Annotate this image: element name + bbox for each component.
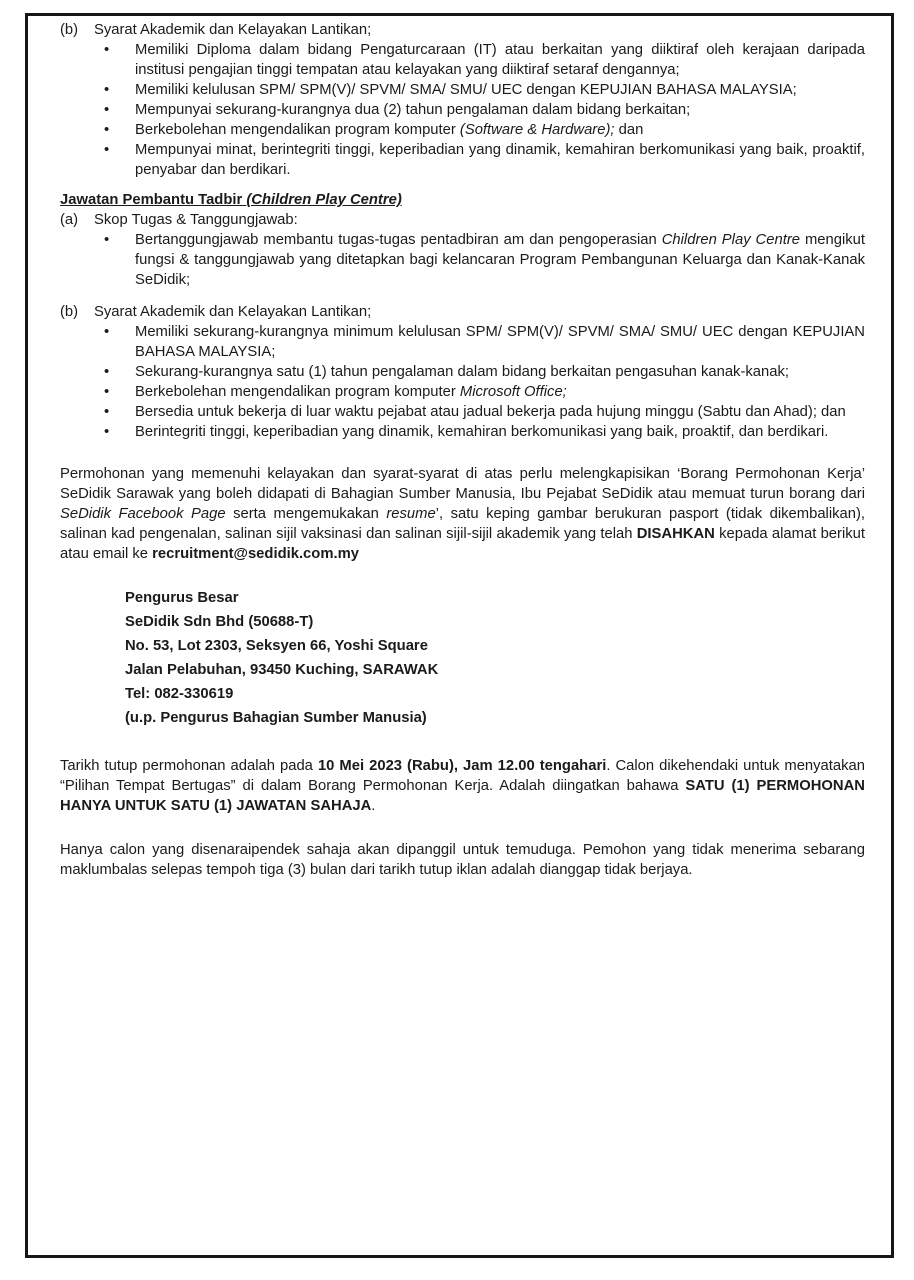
text-run: . <box>371 798 376 814</box>
scope-list <box>60 230 865 290</box>
text-run: SeDidik Facebook Page <box>60 506 226 522</box>
text-run: Memiliki sekurang-kurangnya minimum kelulusan SPM/ SPM(V)/ SPVM/ SMA/ SMU/ UEC dengan KEPUJIAN BAHASA MALAYSIA; <box>135 324 865 360</box>
bullet-icon: • <box>104 102 110 118</box>
text-run: resume <box>386 506 436 522</box>
text-run: (Children Play Centre) <box>246 192 402 208</box>
text-run: Memiliki Diploma dalam bidang Pengaturcaraan (IT) atau berkaitan yang diiktiraf oleh kerajaan daripada institusi pengajian tinggi tempatan atau kelayakan yang diiktiraf setaraf dengannya; <box>135 42 865 78</box>
list-item-text <box>135 140 865 180</box>
list-item <box>102 40 865 80</box>
section-heading: Syarat Akademik dan Kelayakan Lantikan; <box>94 22 372 38</box>
text-run: Berkebolehan mengendalikan program komputer <box>135 384 460 400</box>
text-run: Memiliki kelulusan SPM/ SPM(V)/ SPVM/ SMA/ SMU/ UEC dengan KEPUJIAN BAHASA MALAYSIA; <box>135 82 797 98</box>
list-item <box>102 362 865 382</box>
prev-requirements-heading-row <box>60 20 865 40</box>
bullet-icon: • <box>104 384 110 400</box>
address-line: Jalan Pelabuhan, 93450 Kuching, SARAWAK <box>125 662 439 678</box>
text-run: Hanya calon yang disenaraipendek sahaja akan dipanggil untuk temuduga. Pemohon yang tidak menerima sebarang maklumbalas selepas tempoh tiga (3) bulan dari tarikh tutup iklan adalah dianggap tidak berjaya. <box>60 842 865 878</box>
list-item-text <box>135 362 865 382</box>
text-run: Bersedia untuk bekerja di luar waktu pejabat atau jadual bekerja pada hujung minggu (Sabtu dan Ahad); dan <box>135 404 846 420</box>
bullet-icon: • <box>104 82 110 98</box>
text-run: Berkebolehan mengendalikan program komputer <box>135 122 460 138</box>
text-run: Microsoft Office; <box>459 384 567 400</box>
text-run: recruitment@sedidik.com.my <box>152 546 359 562</box>
text-run: ’, satu keping gambar berukuran pasport (tidak dikembalikan), salinan kad pengenalan, salinan sijil vaksinasi dan salinan sijil-sijil akademik yang telah <box>60 506 866 542</box>
list-item <box>102 382 865 402</box>
list-item-text <box>135 402 865 422</box>
text-run: Children Play Centre <box>661 232 800 248</box>
text-run: . Calon dikehendaki untuk menyatakan “Pilihan Tempat Bertugas” di dalam Borang Permohonan Kerja. Adalah diingatkan bahawa <box>60 758 865 794</box>
bullet-icon: • <box>104 424 110 440</box>
list-item <box>102 140 865 180</box>
page-border <box>25 13 894 1258</box>
requirements-list <box>60 322 865 442</box>
requirements-heading-row <box>60 302 865 322</box>
list-item-text <box>135 80 865 100</box>
list-item-text <box>135 120 865 140</box>
address-line: (u.p. Pengurus Bahagian Sumber Manusia) <box>125 710 427 726</box>
text-run: dan <box>614 122 644 138</box>
address-line: SeDidik Sdn Bhd (50688-T) <box>125 614 314 630</box>
section-label: (b) <box>60 304 79 320</box>
text-run: serta mengemukakan <box>225 506 387 522</box>
text-run: kepada alamat berikut atau email ke <box>60 526 865 562</box>
section-label: (b) <box>60 22 79 38</box>
scope-heading-row <box>60 210 865 230</box>
prev-requirements-list <box>60 40 865 180</box>
text-run: Bertanggungjawab membantu tugas-tugas pentadbiran am dan pengoperasian <box>135 232 662 248</box>
text-run: Mempunyai minat, berintegriti tinggi, keperibadian yang dinamik, kemahiran berkomunikasi yang baik, proaktif, penyabar dan berdikari. <box>135 142 865 178</box>
text-run: Sekurang-kurangnya satu (1) tahun pengalaman dalam bidang berkaitan pengasuhan kanak-kanak; <box>135 364 789 380</box>
deadline-paragraph <box>60 756 865 816</box>
list-item <box>102 100 865 120</box>
list-item-text <box>135 40 865 80</box>
list-item <box>102 402 865 422</box>
mailing-address <box>125 586 865 730</box>
section-heading: Syarat Akademik dan Kelayakan Lantikan; <box>94 304 372 320</box>
text-run: SATU (1) PERMOHONAN HANYA UNTUK SATU (1) JAWATAN SAHAJA <box>60 778 865 814</box>
text-run: (Software & Hardware); <box>459 122 615 138</box>
application-instructions-paragraph <box>60 464 865 564</box>
list-item-text <box>135 100 865 120</box>
list-item <box>102 80 865 100</box>
bullet-icon: • <box>104 232 110 248</box>
shortlist-notice-paragraph <box>60 840 865 880</box>
bullet-icon: • <box>104 404 110 420</box>
bullet-icon: • <box>104 122 110 138</box>
bullet-icon: • <box>104 324 110 340</box>
list-item <box>102 322 865 362</box>
text-run: mengikut fungsi & tanggungjawab yang ditetapkan bagi kelancaran Program Pembangunan Keluarga dan Kanak-Kanak SeDidik; <box>135 232 865 288</box>
section-label: (a) <box>60 212 79 228</box>
bullet-icon: • <box>104 364 110 380</box>
text-run: Berintegriti tinggi, keperibadian yang dinamik, kemahiran berkomunikasi yang baik, proaktif, dan berdikari. <box>135 424 829 440</box>
address-line: No. 53, Lot 2303, Seksyen 66, Yoshi Square <box>125 638 428 654</box>
list-item <box>102 230 865 290</box>
list-item <box>102 422 865 442</box>
text-run: Mempunyai sekurang-kurangnya dua (2) tahun pengalaman dalam bidang berkaitan; <box>135 102 691 118</box>
list-item-text <box>135 422 865 442</box>
job-title <box>60 190 865 210</box>
text-run: 10 Mei 2023 (Rabu), Jam 12.00 tengahari <box>317 758 607 774</box>
list-item-text <box>135 230 865 290</box>
text-run: Tarikh tutup permohonan adalah pada <box>60 758 318 774</box>
section-heading: Skop Tugas & Tanggungjawab: <box>94 212 298 228</box>
address-line: Tel: 082-330619 <box>125 686 234 702</box>
text-run: DISAHKAN <box>636 526 715 542</box>
address-line: Pengurus Besar <box>125 590 239 606</box>
text-run: Permohonan yang memenuhi kelayakan dan syarat-syarat di atas perlu melengkapisikan ‘Borang Permohonan Kerja’ SeDidik Sarawak yang boleh didapati di Bahagian Sumber Manusia, Ibu Pejabat SeDidik atau memuat turun borang dari <box>60 466 865 502</box>
list-item <box>102 120 865 140</box>
list-item-text <box>135 322 865 362</box>
bullet-icon: • <box>104 142 110 158</box>
text-run: Jawatan Pembantu Tadbir <box>60 192 247 208</box>
list-item-text <box>135 382 865 402</box>
bullet-icon: • <box>104 42 110 58</box>
